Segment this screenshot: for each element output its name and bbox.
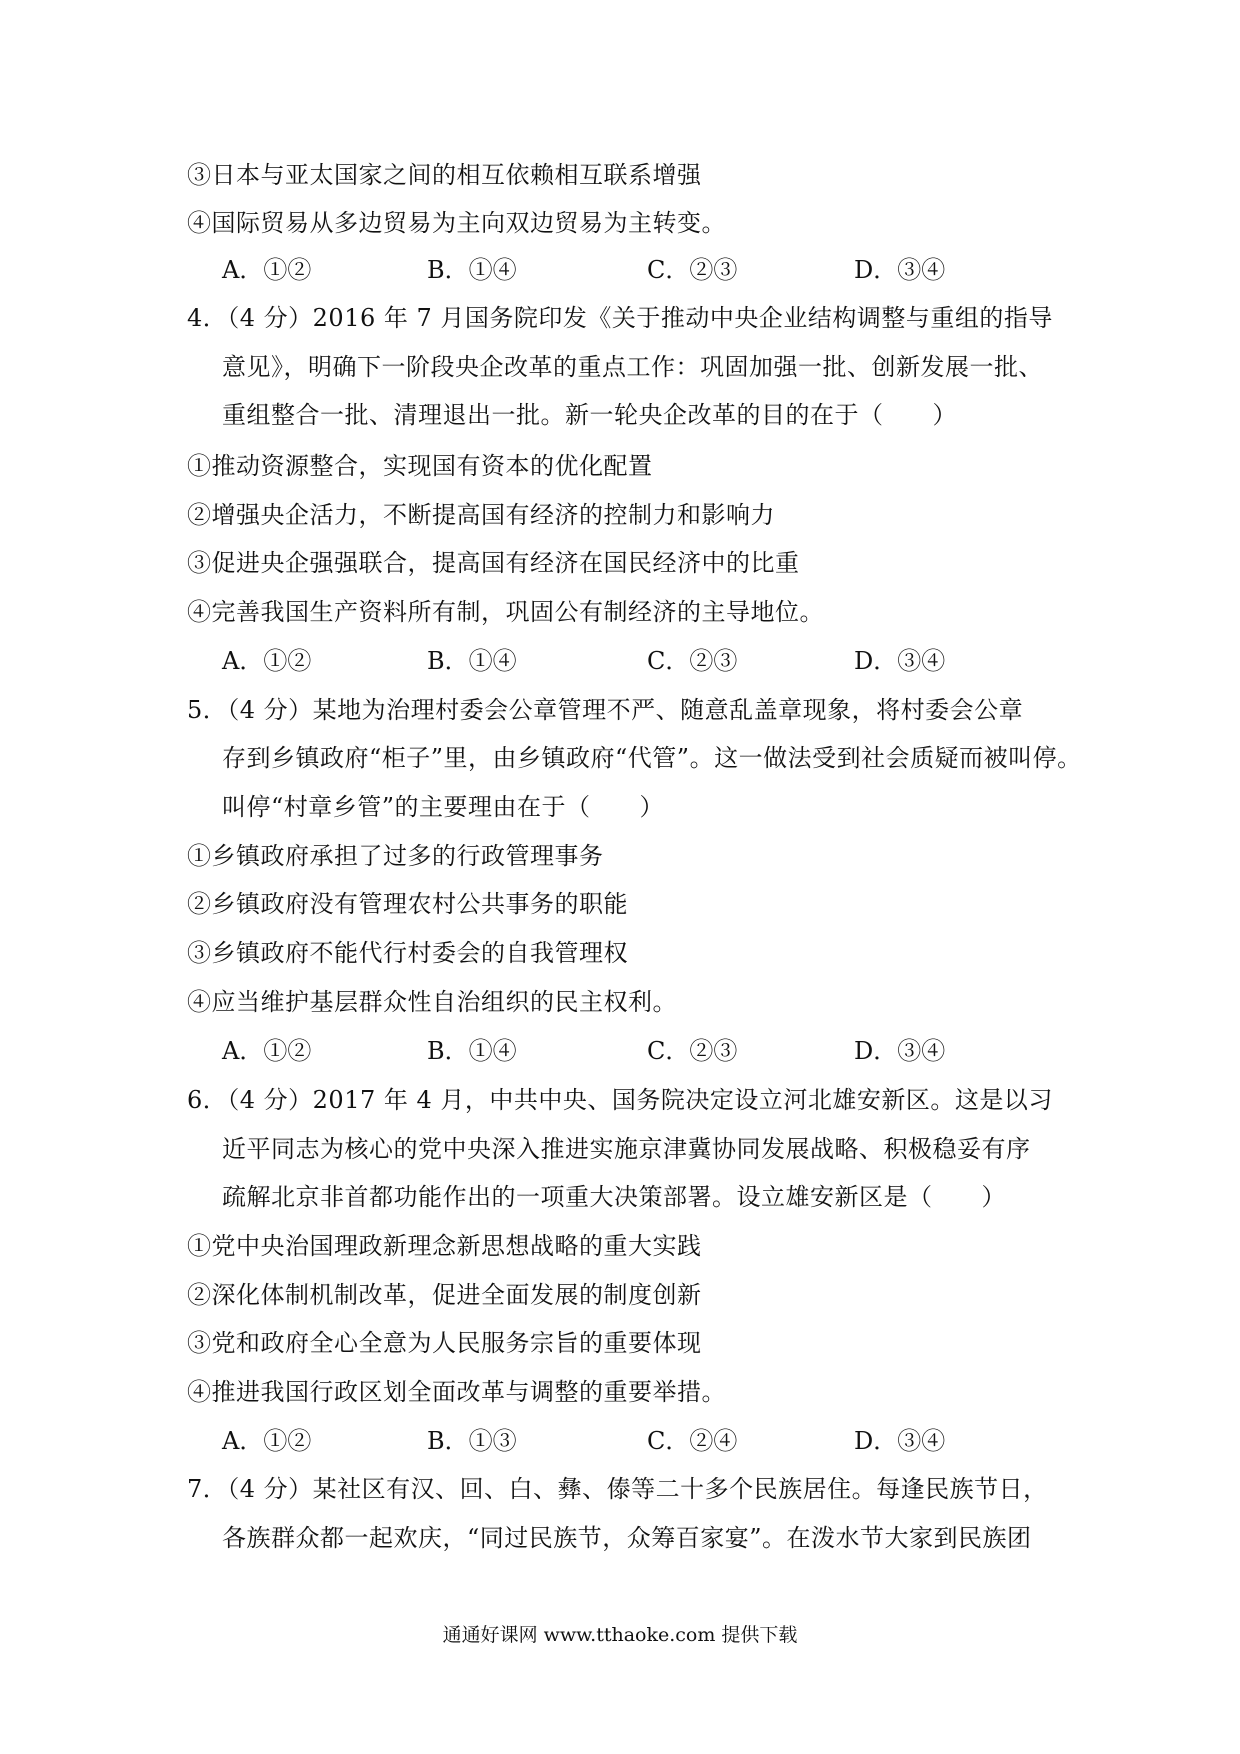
q5-stem-line-3: 叫停“村章乡管”的主要理由在于（ ） <box>222 793 665 821</box>
q5-option-3: ③乡镇政府不能代行村委会的自我管理权 <box>187 939 628 967</box>
q4-stem-line-1: 4．（4 分）2016 年 7 月国务院印发《关于推动中央企业结构调整与重组的指导 <box>187 304 1053 332</box>
q6-stem-line-1: 6．（4 分）2017 年 4 月，中共中央、国务院决定设立河北雄安新区。这是以习 <box>187 1086 1053 1114</box>
q3-choice-a: A．①② <box>222 256 312 284</box>
q3-choice-c: C．②③ <box>647 256 738 284</box>
q4-option-1: ①推动资源整合，实现国有资本的优化配置 <box>187 452 653 480</box>
q6-choice-c: C．②④ <box>647 1427 738 1455</box>
q4-option-2: ②增强央企活力，不断提高国有经济的控制力和影响力 <box>187 501 775 529</box>
q5-choice-b: B．①④ <box>427 1037 517 1065</box>
q6-stem-line-2: 近平同志为核心的党中央深入推进实施京津冀协同发展战略、积极稳妥有序 <box>222 1135 1031 1163</box>
q3-choice-b: B．①④ <box>427 256 517 284</box>
q6-option-4: ④推进我国行政区划全面改革与调整的重要举措。 <box>187 1378 726 1406</box>
q5-option-1: ①乡镇政府承担了过多的行政管理事务 <box>187 842 604 870</box>
q7-stem-line-1: 7．（4 分）某社区有汉、回、白、彝、傣等二十多个民族居住。每逢民族节日， <box>187 1475 1048 1503</box>
q5-stem-line-1: 5．（4 分）某地为治理村委会公章管理不严、随意乱盖章现象，将村委会公章 <box>187 696 1024 724</box>
q4-option-4: ④完善我国生产资料所有制，巩固公有制经济的主导地位。 <box>187 598 824 626</box>
q5-stem-line-2: 存到乡镇政府“柜子”里，由乡镇政府“代管”。这一做法受到社会质疑而被叫停。 <box>222 744 1082 772</box>
q5-choice-c: C．②③ <box>647 1037 738 1065</box>
q3-choice-d: D．③④ <box>854 256 946 284</box>
q4-choice-c: C．②③ <box>647 647 738 675</box>
q4-choice-d: D．③④ <box>854 647 946 675</box>
q5-option-4: ④应当维护基层群众性自治组织的民主权利。 <box>187 988 677 1016</box>
q6-option-2: ②深化体制机制改革，促进全面发展的制度创新 <box>187 1281 702 1309</box>
q6-choice-b: B．①③ <box>427 1427 517 1455</box>
q6-choice-a: A．①② <box>222 1427 312 1455</box>
q6-option-3: ③党和政府全心全意为人民服务宗旨的重要体现 <box>187 1329 702 1357</box>
q5-option-2: ②乡镇政府没有管理农村公共事务的职能 <box>187 890 628 918</box>
q3-option-4: ④国际贸易从多边贸易为主向双边贸易为主转变。 <box>187 209 726 237</box>
q6-stem-line-3: 疏解北京非首都功能作出的一项重大决策部署。设立雄安新区是（ ） <box>222 1183 1006 1211</box>
page-footer: 通通好课网 www.tthaoke.com 提供下载 <box>442 1624 798 1646</box>
q4-choice-b: B．①④ <box>427 647 517 675</box>
q4-option-3: ③促进央企强强联合，提高国有经济在国民经济中的比重 <box>187 549 800 577</box>
q5-choice-a: A．①② <box>222 1037 312 1065</box>
q3-option-3: ③日本与亚太国家之间的相互依赖相互联系增强 <box>187 161 702 189</box>
q6-option-1: ①党中央治国理政新理念新思想战略的重大实践 <box>187 1232 702 1260</box>
q4-choice-a: A．①② <box>222 647 312 675</box>
q7-stem-line-2: 各族群众都一起欢庆，“同过民族节，众筹百家宴”。在泼水节大家到民族团 <box>222 1524 1032 1552</box>
q4-stem-line-2: 意见》，明确下一阶段央企改革的重点工作：巩固加强一批、创新发展一批、 <box>222 353 1043 381</box>
q4-stem-line-3: 重组整合一批、清理退出一批。新一轮央企改革的目的在于（ ） <box>222 401 957 429</box>
q5-choice-d: D．③④ <box>854 1037 946 1065</box>
q6-choice-d: D．③④ <box>854 1427 946 1455</box>
